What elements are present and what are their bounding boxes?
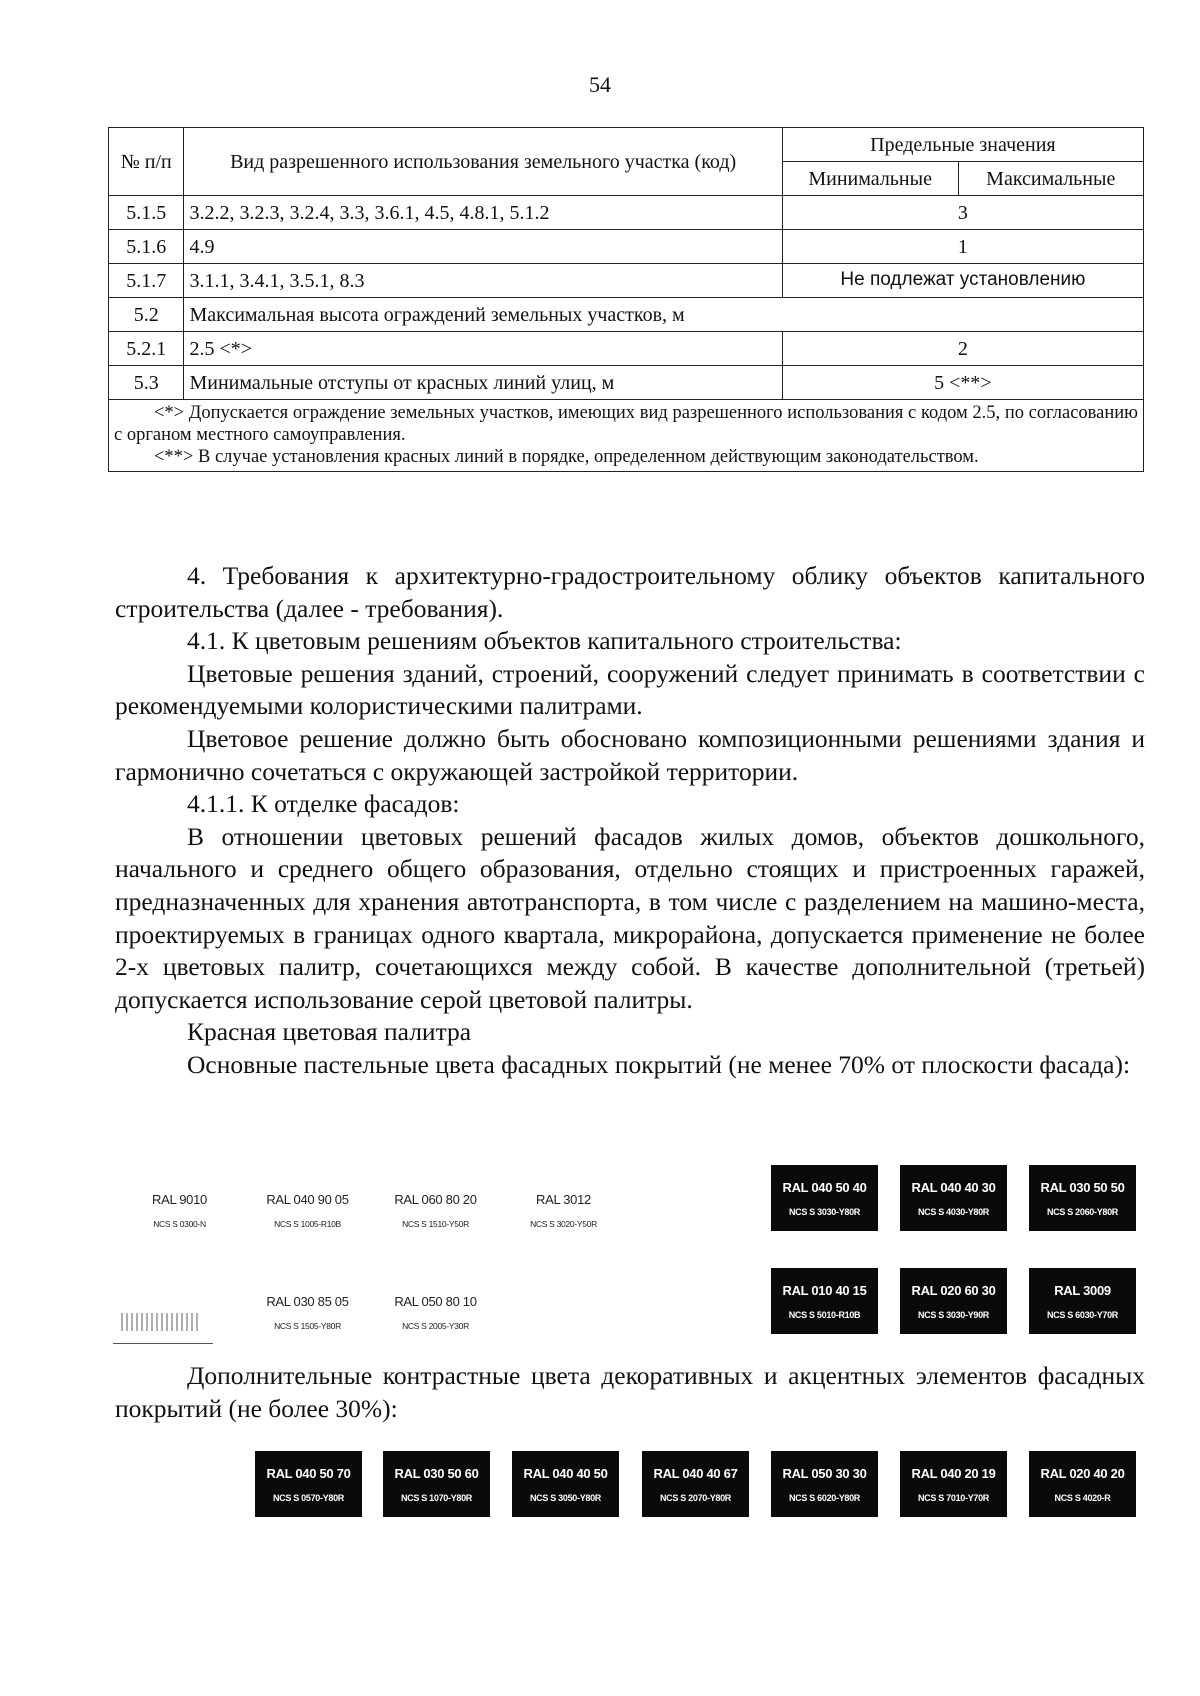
table-row	[109, 264, 1144, 298]
row-text: Максимальная высота ограждений земельных участков, м	[184, 298, 1144, 332]
table-notes-row	[109, 400, 1144, 472]
accent-color-swatch	[1029, 1451, 1136, 1517]
ral-code: RAL 3009	[1054, 1282, 1111, 1298]
body-text	[115, 560, 1145, 1082]
note-1: <*> Допускается ограждение земельных участков, имеющих вид разрешенного использования с кодом 2.5, по согласованию с органом местного самоуправления.	[114, 403, 1138, 446]
header-min: Минимальные	[782, 162, 958, 196]
ral-code: RAL 050 80 10	[394, 1293, 477, 1309]
accent-color-swatch	[642, 1451, 749, 1517]
ral-code: RAL 040 40 30	[911, 1179, 996, 1195]
accent-color-swatch	[512, 1451, 619, 1517]
ncs-code: NCS S 6030-Y70R	[1046, 1309, 1119, 1320]
main-color-swatch	[382, 1177, 489, 1243]
header-limits: Предельные значения	[782, 128, 1143, 162]
paragraph-palettes: Цветовые решения зданий, строений, сооружений следует принимать в соответствии с рекомендуемыми колористическими палитрами.	[115, 658, 1145, 721]
ncs-code: NCS S 2070-Y80R	[659, 1492, 732, 1503]
accent-color-swatch	[771, 1451, 878, 1517]
table-notes	[109, 400, 1144, 472]
header-num: № п/п	[109, 128, 184, 196]
header-kind: Вид разрешенного использования земельного участка (код)	[184, 128, 782, 196]
ral-code: RAL 030 50 60	[394, 1465, 479, 1481]
table-row	[109, 298, 1144, 332]
main-color-swatch	[1029, 1165, 1136, 1231]
paragraph-requirements: 4. Требования к архитектурно-градостроительному облику объектов капитального строительства (далее - требования).	[115, 561, 1145, 623]
table-row	[109, 332, 1144, 366]
table-row	[109, 196, 1144, 230]
palette-title: Красная цветовая палитра	[187, 1017, 472, 1047]
main-color-swatch	[126, 1177, 233, 1243]
main-color-swatch	[1029, 1268, 1136, 1334]
row-text: 2.5 <*>	[184, 332, 782, 366]
row-text: Минимальные отступы от красных линий улиц, м	[184, 366, 782, 400]
ncs-code: NCS S 1505-Y80R	[274, 1320, 341, 1331]
row-num: 5.2.1	[109, 332, 184, 366]
ral-code: RAL 060 80 20	[394, 1191, 477, 1207]
paragraph-color-solutions: 4.1. К цветовым решениям объектов капитального строительства:	[187, 626, 902, 656]
ncs-code: NCS S 0300-N	[153, 1218, 206, 1229]
ncs-code: NCS S 3030-Y90R	[917, 1309, 990, 1320]
row-text: 3.1.1, 3.4.1, 3.5.1, 8.3	[184, 264, 782, 298]
note-2: <**> В случае установления красных линий в порядке, определенном действующим законодательством.	[154, 447, 979, 468]
paragraph-composition: Цветовое решение должно быть обосновано композиционными решениями здания и гармонично сочетаться с окружающей застройкой территории.	[115, 723, 1145, 786]
accent-color-swatch	[383, 1451, 490, 1517]
row-num: 5.2	[109, 298, 184, 332]
ncs-code: NCS S 1070-Y80R	[400, 1492, 473, 1503]
accent-text	[115, 1360, 1145, 1425]
ral-code: RAL 020 60 30	[911, 1282, 996, 1298]
ncs-code: NCS S 4020-R	[1054, 1492, 1111, 1503]
ral-code: RAL 040 20 19	[911, 1465, 996, 1481]
table-header-row	[109, 128, 1144, 162]
main-color-swatch	[254, 1177, 361, 1243]
paragraph-main-colors: Основные пастельные цвета фасадных покрытий (не менее 70% от плоскости фасада):	[187, 1049, 1131, 1079]
ral-code: RAL 3012	[536, 1191, 591, 1207]
ncs-code: NCS S 5010-R10B	[788, 1309, 861, 1320]
ncs-code: NCS S 2005-Y30R	[402, 1320, 469, 1331]
main-color-swatch	[771, 1268, 878, 1334]
regulations-table	[108, 127, 1144, 472]
ral-code: RAL 040 40 67	[653, 1465, 738, 1481]
ral-code: RAL 010 40 15	[782, 1282, 867, 1298]
ncs-code: NCS S 3020-Y50R	[530, 1218, 597, 1229]
ral-code: RAL 040 50 70	[266, 1465, 351, 1481]
row-num: 5.1.7	[109, 264, 184, 298]
ral-code: RAL 040 40 50	[523, 1465, 608, 1481]
header-max: Максимальные	[958, 162, 1143, 196]
main-color-swatch	[900, 1165, 1007, 1231]
ncs-code: NCS S 0570-Y80R	[272, 1492, 345, 1503]
accent-color-swatch	[255, 1451, 362, 1517]
ral-code: RAL 020 40 20	[1040, 1465, 1125, 1481]
row-value: 2	[782, 332, 1143, 366]
main-color-swatch	[771, 1165, 878, 1231]
accent-color-swatch	[900, 1451, 1007, 1517]
row-value: 3	[782, 196, 1143, 230]
ncs-code: NCS S 3050-Y80R	[529, 1492, 602, 1503]
ncs-code: NCS S 7010-Y70R	[917, 1492, 990, 1503]
row-value: 5 <**>	[782, 366, 1143, 400]
row-value: Не подлежат установлению	[782, 264, 1143, 298]
main-color-swatch	[510, 1177, 617, 1243]
ncs-code: NCS S 1510-Y50R	[402, 1218, 469, 1229]
ral-code: RAL 040 50 40	[782, 1179, 867, 1195]
row-num: 5.1.5	[109, 196, 184, 230]
row-value: 1	[782, 230, 1143, 264]
ral-code: RAL 9010	[152, 1191, 207, 1207]
main-color-swatch	[900, 1268, 1007, 1334]
ncs-code: NCS S 3030-Y80R	[788, 1206, 861, 1217]
table-row	[109, 230, 1144, 264]
paragraph-accent-colors: Дополнительные контрастные цвета декоративных и акцентных элементов фасадных покрытий (не более 30%):	[115, 1361, 1145, 1423]
row-num: 5.3	[109, 366, 184, 400]
row-text: 4.9	[184, 230, 782, 264]
ral-code: RAL 030 85 05	[266, 1293, 349, 1309]
ncs-code: NCS S 1005-R10B	[274, 1218, 341, 1229]
main-color-swatch	[382, 1279, 489, 1345]
page-number: 54	[589, 72, 611, 97]
ncs-code: NCS S 2060-Y80R	[1046, 1206, 1119, 1217]
ral-code: RAL 050 30 30	[782, 1465, 867, 1481]
ncs-code: NCS S 6020-Y80R	[788, 1492, 861, 1503]
paragraph-facade-rules: В отношении цветовых решений фасадов жилых домов, объектов дошкольного, начального и среднего общего образования, отдельно стоящих и пристроенных гаражей, предназначенных для хранения автотранспорта, в том числе с разделением на машино-места, проектируемых в границах одного квартала, микрорайона, допускается применение не более 2-х цветовых палитр, сочетающихся между собой. В качестве дополнительной (третьей) допускается использование серой цветовой палитры.	[115, 821, 1145, 1014]
main-color-swatch	[254, 1279, 361, 1345]
stamp-mark	[113, 1303, 213, 1344]
paragraph-facades: 4.1.1. К отделке фасадов:	[187, 789, 460, 819]
ncs-code: NCS S 4030-Y80R	[917, 1206, 990, 1217]
ral-code: RAL 040 90 05	[266, 1191, 349, 1207]
row-text: 3.2.2, 3.2.3, 3.2.4, 3.3, 3.6.1, 4.5, 4.8.1, 5.1.2	[184, 196, 782, 230]
table-row	[109, 366, 1144, 400]
ral-code: RAL 030 50 50	[1040, 1179, 1125, 1195]
row-num: 5.1.6	[109, 230, 184, 264]
